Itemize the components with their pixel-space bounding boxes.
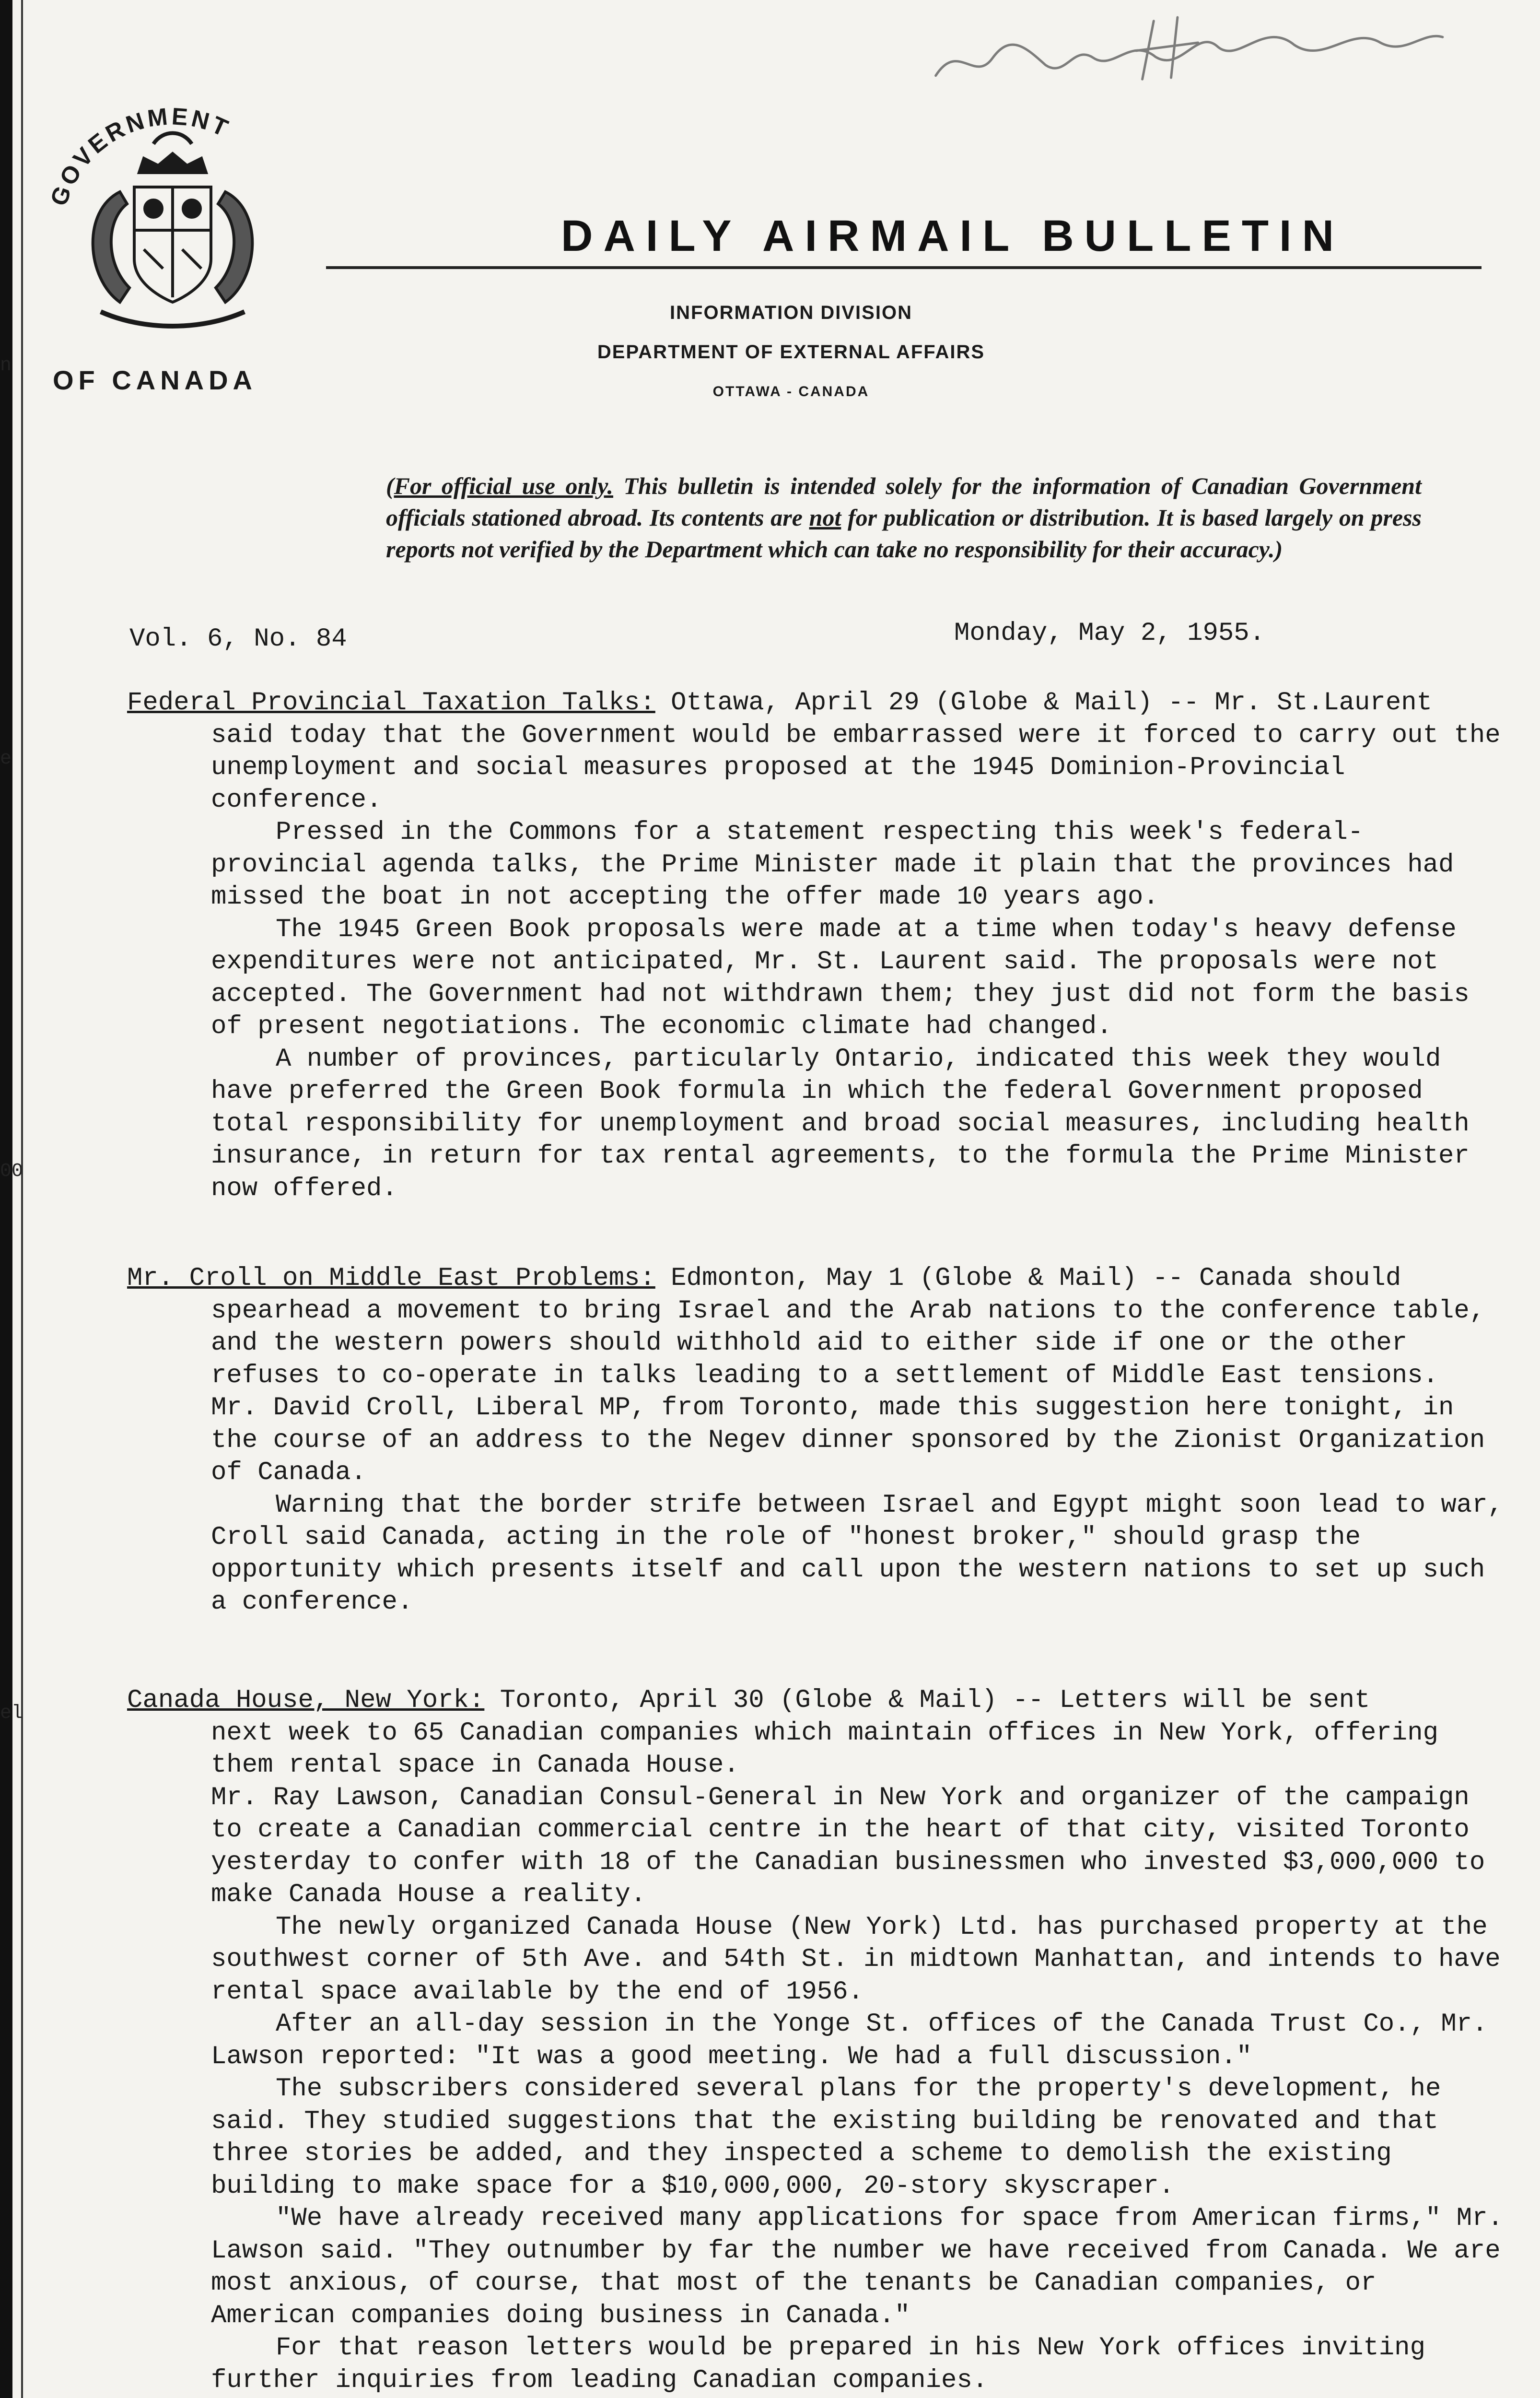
seal-top-text: GOVERNMENT [45,103,235,210]
article-canada-house [127,1684,1513,2397]
disclaimer-notice [386,470,1422,565]
handwritten-signature [928,0,1450,112]
article-paragraph: The 1945 Green Book proposals were made at a time when today's heavy defense expenditures were not anticipated, Mr. St. Laurent said. The proposals were not accepted. The Government had not withdrawn them; they just did not form the basis of present negotiations. The economic climate had changed. [211,915,1470,1041]
article-dateline: Edmonton, May 1 (Globe & Mail) -- Canada should [655,1264,1401,1293]
margin-fragment: el [0,1703,23,1724]
disclaimer-official-use: (For official use only. [386,472,614,499]
coat-of-arms-icon [43,91,302,360]
article-paragraph: Warning that the border strife between Israel and Egypt might soon lead to war, Croll said Canada, acting in the role of "honest broker," should grasp the opportunity which presents itself and call upon the western nations to set up such a conference. [211,1490,1504,1617]
margin-fragment: 00 [0,1161,23,1182]
government-seal [43,91,302,403]
article-paragraph: Mr. David Croll, Liberal MP, from Toronto, made this suggestion here tonight, in the course of an address to the Negev dinner sponsored by the Zionist Organization of Canada. [211,1393,1485,1487]
article-headline: Federal Provincial Taxation Talks: [127,688,655,717]
article-paragraph: The subscribers considered several plans for the property's development, he said. They studied suggestions that the existing building be renovated and that three stories be added, and they inspected a scheme to demolish the existing building to make space for a $10,000,000, 20-story skyscraper. [211,2074,1441,2201]
article-paragraph: said today that the Government would be embarrassed were it forced to carry out the unemployment and social measures proposed at the 1945 Dominion-Provincial conference. [211,720,1501,815]
signature-scrawl [928,0,1449,100]
article-headline: Canada House, New York: [127,1686,485,1715]
article-paragraph: After an all-day session in the Yonge St. offices of the Canada Trust Co., Mr. Lawson reported: "It was a good meeting. We had a full discussion." [211,2010,1488,2071]
location-line: OTTAWA - CANADA [712,384,870,400]
margin-fragment: n [0,355,12,376]
article-headline: Mr. Croll on Middle East Problems: [127,1264,655,1293]
margin-fragment: e [0,748,12,770]
article-paragraph: Mr. Ray Lawson, Canadian Consul-General in New York and organizer of the campaign to create a Canadian commercial centre in the heart of that city, visited Toronto yesterday to confer with 18 of the Canadian businessmen who invested $3,000,000 to make Canada House a reality. [211,1783,1485,1909]
disclaimer-text-2: for publication or distribution. It is based largely on press reports not verified by the Department which can take no responsibility for their accuracy.) [386,504,1422,563]
masthead-title: DAILY AIRMAIL BULLETIN [561,212,1345,260]
article-paragraph: next week to 65 Canadian companies which maintain offices in New York, offering them rental space in Canada House. [211,1718,1439,1780]
information-division: INFORMATION DIVISION [670,302,912,323]
article-paragraph: For that reason letters would be prepared in his New York offices inviting further inquiries from leading Canadian companies. [211,2333,1425,2395]
article-middle-east [127,1262,1513,1619]
article-paragraph: A number of provinces, particularly Ontario, indicated this week they would have preferred the Green Book formula in which the federal Government proposed total responsibility for unemployment and broad social measures, including health insurance, in return for tax rental agreements, to the formula the Prime Minister now offered. [211,1044,1470,1203]
article-dateline: Ottawa, April 29 (Globe & Mail) -- Mr. St.Laurent [655,688,1433,717]
masthead-rule [326,266,1482,269]
disclaimer-text-1: This bulletin is intended solely for the information of Canadian Government officials stationed abroad. Its contents are [386,472,1422,531]
article-paragraph: "We have already received many applications for space from American firms," Mr. Lawson said. "They outnumber by far the number we have received from Canada. We are most anxious, of course, that most of the tenants be Canadian companies, or American companies doing business in Canada." [211,2204,1504,2330]
disclaimer-not: not [809,504,841,531]
article-paragraph: spearhead a movement to bring Israel and the Arab nations to the conference table, and the western powers should withhold aid to either side if one or the other refuses to co-operate in talks leading to a settlement of Middle East tensions. [211,1296,1485,1390]
article-taxation-talks [127,687,1513,1205]
svg-text:GOVERNMENT [45,103,234,209]
department-name: DEPARTMENT OF EXTERNAL AFFAIRS [597,341,985,363]
article-paragraph: The newly organized Canada House (New York) Ltd. has purchased property at the southwest corner of 5th Ave. and 54th St. in midtown Manhattan, and intends to have rental space available by the end of 1956. [211,1912,1501,2007]
article-dateline: Toronto, April 30 (Globe & Mail) -- Letters will be sent [484,1686,1370,1715]
article-paragraph: Pressed in the Commons for a statement respecting this week's federal-provincial agenda talks, the Prime Minister made it plain that the provinces had missed the boat in not accepting the offer made 10 years ago. [211,818,1454,912]
seal-bottom-text: OF CANADA [53,365,257,395]
volume-number: Vol. 6, No. 84 [129,624,347,654]
binding-line [21,0,23,2398]
issue-date: Monday, May 2, 1955. [954,619,1265,648]
